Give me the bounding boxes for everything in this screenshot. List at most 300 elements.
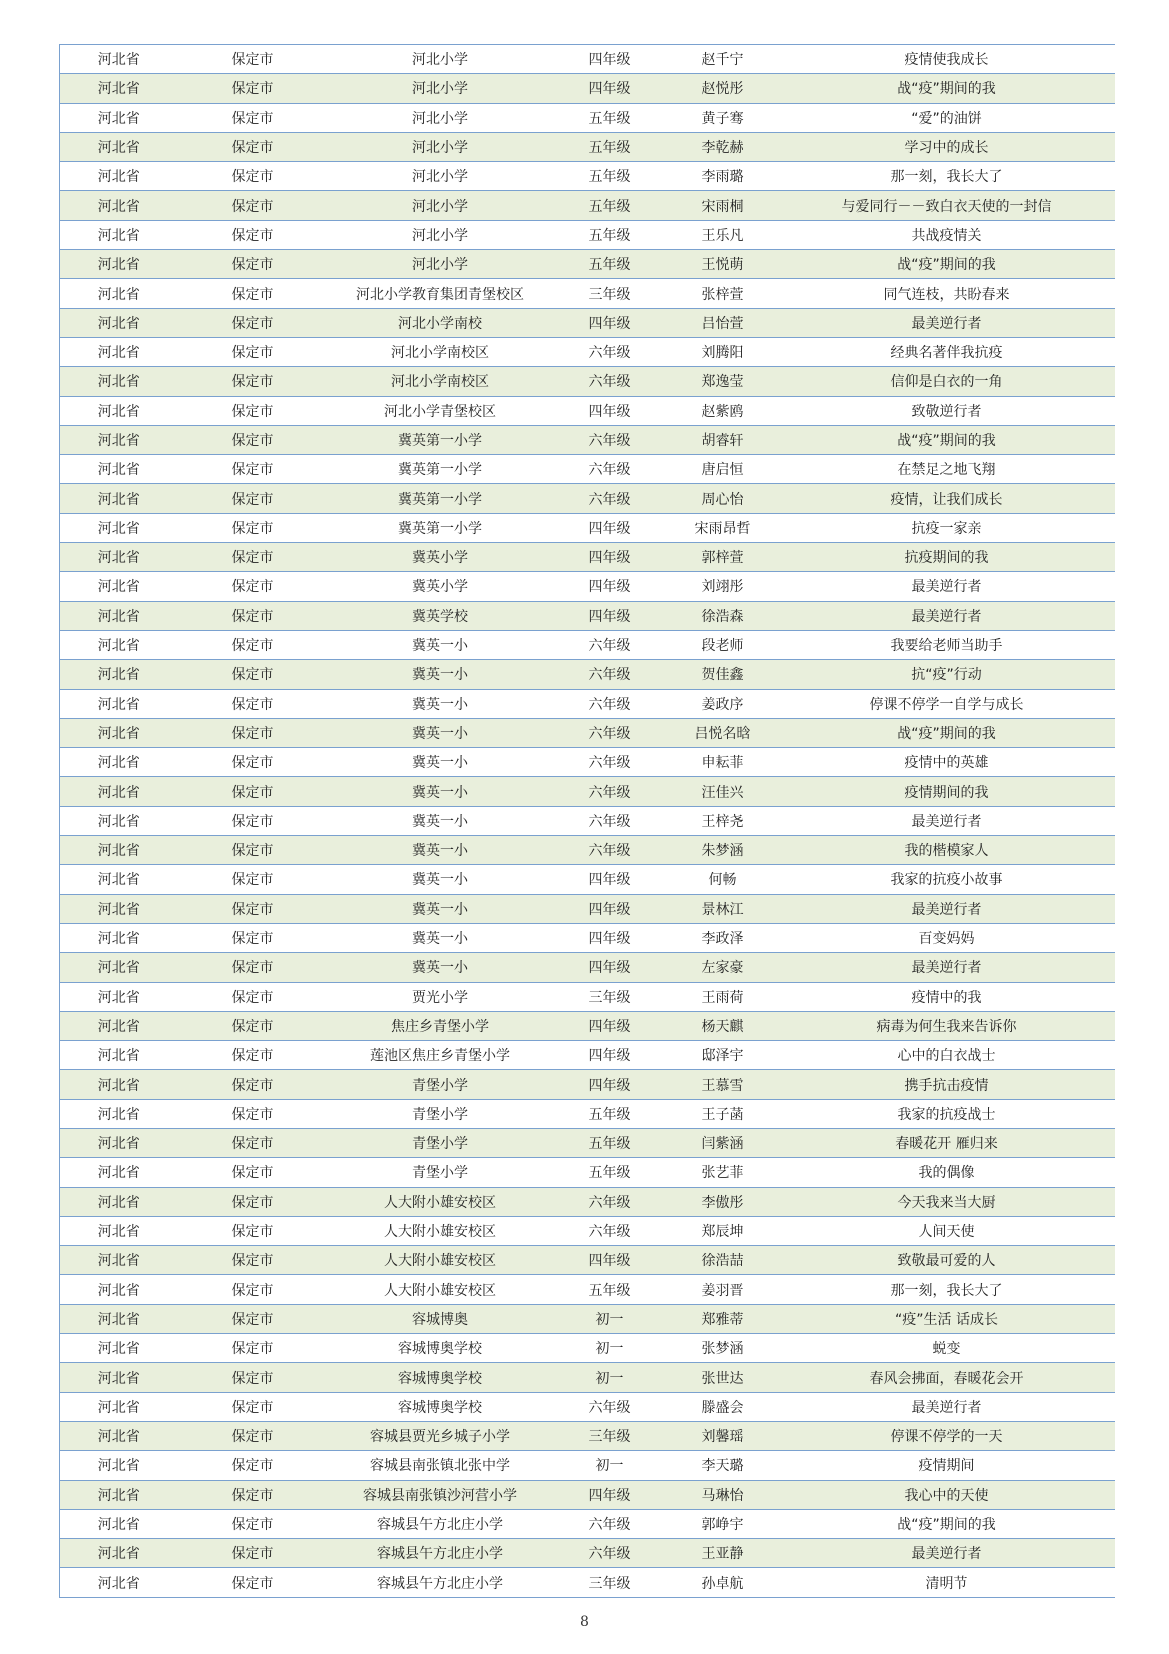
student-name-cell: 段老师 bbox=[667, 630, 779, 659]
city-cell: 保定市 bbox=[178, 1216, 328, 1245]
province-cell: 河北省 bbox=[60, 1216, 178, 1245]
table-row bbox=[60, 279, 1115, 308]
table-row bbox=[60, 718, 1115, 747]
grade-cell: 初一 bbox=[553, 1451, 667, 1480]
student-name-cell: 姜政序 bbox=[667, 689, 779, 718]
essay-title-cell: 最美逆行者 bbox=[779, 894, 1115, 923]
student-name-cell: 王悦萌 bbox=[667, 250, 779, 279]
province-cell: 河北省 bbox=[60, 1392, 178, 1421]
student-name-cell: 胡睿轩 bbox=[667, 425, 779, 454]
student-name-cell: 张梦涵 bbox=[667, 1334, 779, 1363]
city-cell: 保定市 bbox=[178, 748, 328, 777]
school-cell: 河北小学 bbox=[328, 132, 553, 161]
province-cell: 河北省 bbox=[60, 689, 178, 718]
student-name-cell: 贺佳鑫 bbox=[667, 660, 779, 689]
table-row bbox=[60, 425, 1115, 454]
student-name-cell: 申耘菲 bbox=[667, 748, 779, 777]
province-cell: 河北省 bbox=[60, 894, 178, 923]
city-cell: 保定市 bbox=[178, 1275, 328, 1304]
city-cell: 保定市 bbox=[178, 660, 328, 689]
student-name-cell: 汪佳兴 bbox=[667, 777, 779, 806]
city-cell: 保定市 bbox=[178, 337, 328, 366]
table-row bbox=[60, 1158, 1115, 1187]
table-row bbox=[60, 1187, 1115, 1216]
province-cell: 河北省 bbox=[60, 132, 178, 161]
city-cell: 保定市 bbox=[178, 308, 328, 337]
grade-cell: 六年级 bbox=[553, 455, 667, 484]
student-name-cell: 滕盛会 bbox=[667, 1392, 779, 1421]
city-cell: 保定市 bbox=[178, 162, 328, 191]
city-cell: 保定市 bbox=[178, 1304, 328, 1333]
city-cell: 保定市 bbox=[178, 865, 328, 894]
school-cell: 河北小学南校区 bbox=[328, 337, 553, 366]
province-cell: 河北省 bbox=[60, 1070, 178, 1099]
student-name-cell: 李傲彤 bbox=[667, 1187, 779, 1216]
province-cell: 河北省 bbox=[60, 250, 178, 279]
student-name-cell: 李乾赫 bbox=[667, 132, 779, 161]
grade-cell: 六年级 bbox=[553, 1216, 667, 1245]
table-row bbox=[60, 865, 1115, 894]
essay-title-cell: 共战疫情关 bbox=[779, 220, 1115, 249]
school-cell: 青堡小学 bbox=[328, 1070, 553, 1099]
school-cell: 容城博奥学校 bbox=[328, 1363, 553, 1392]
essay-title-cell: “爱”的油饼 bbox=[779, 103, 1115, 132]
grade-cell: 五年级 bbox=[553, 162, 667, 191]
city-cell: 保定市 bbox=[178, 982, 328, 1011]
grade-cell: 初一 bbox=[553, 1304, 667, 1333]
essay-title-cell: 战“疫”期间的我 bbox=[779, 718, 1115, 747]
city-cell: 保定市 bbox=[178, 1334, 328, 1363]
essay-title-cell: 春风会拂面，春暖花会开 bbox=[779, 1363, 1115, 1392]
city-cell: 保定市 bbox=[178, 1070, 328, 1099]
grade-cell: 四年级 bbox=[553, 45, 667, 74]
student-name-cell: 张世达 bbox=[667, 1363, 779, 1392]
essay-title-cell: 疫情期间 bbox=[779, 1451, 1115, 1480]
student-name-cell: 王雨荷 bbox=[667, 982, 779, 1011]
table-row bbox=[60, 1128, 1115, 1157]
grade-cell: 六年级 bbox=[553, 367, 667, 396]
table-row bbox=[60, 1041, 1115, 1070]
grade-cell: 六年级 bbox=[553, 337, 667, 366]
essay-title-cell: 我要给老师当助手 bbox=[779, 630, 1115, 659]
table-row bbox=[60, 923, 1115, 952]
school-cell: 容城县午方北庄小学 bbox=[328, 1568, 553, 1597]
city-cell: 保定市 bbox=[178, 718, 328, 747]
essay-title-cell: 春暖花开 雁归来 bbox=[779, 1128, 1115, 1157]
table-row bbox=[60, 103, 1115, 132]
page-number: 8 bbox=[580, 1614, 589, 1630]
table-row bbox=[60, 1246, 1115, 1275]
essay-title-cell: 人间天使 bbox=[779, 1216, 1115, 1245]
essay-title-cell: 战“疫”期间的我 bbox=[779, 250, 1115, 279]
student-name-cell: 刘馨瑶 bbox=[667, 1421, 779, 1450]
student-name-cell: 邸泽宇 bbox=[667, 1041, 779, 1070]
school-cell: 冀英一小 bbox=[328, 777, 553, 806]
table-row bbox=[60, 1304, 1115, 1333]
city-cell: 保定市 bbox=[178, 250, 328, 279]
grade-cell: 四年级 bbox=[553, 1480, 667, 1509]
grade-cell: 五年级 bbox=[553, 1275, 667, 1304]
province-cell: 河北省 bbox=[60, 279, 178, 308]
table-row bbox=[60, 1216, 1115, 1245]
grade-cell: 三年级 bbox=[553, 982, 667, 1011]
student-name-cell: 王子菡 bbox=[667, 1099, 779, 1128]
province-cell: 河北省 bbox=[60, 1011, 178, 1040]
province-cell: 河北省 bbox=[60, 1158, 178, 1187]
city-cell: 保定市 bbox=[178, 220, 328, 249]
essay-title-cell: 百变妈妈 bbox=[779, 923, 1115, 952]
grade-cell: 四年级 bbox=[553, 1246, 667, 1275]
province-cell: 河北省 bbox=[60, 601, 178, 630]
school-cell: 河北小学 bbox=[328, 191, 553, 220]
school-cell: 冀英一小 bbox=[328, 718, 553, 747]
school-cell: 容城博奥 bbox=[328, 1304, 553, 1333]
school-cell: 河北小学 bbox=[328, 250, 553, 279]
essay-title-cell: 疫情中的英雄 bbox=[779, 748, 1115, 777]
table-row bbox=[60, 1011, 1115, 1040]
essay-title-cell: 我的偶像 bbox=[779, 1158, 1115, 1187]
student-name-cell: 李政泽 bbox=[667, 923, 779, 952]
grade-cell: 六年级 bbox=[553, 836, 667, 865]
school-cell: 容城县午方北庄小学 bbox=[328, 1539, 553, 1568]
table-row bbox=[60, 1539, 1115, 1568]
essay-title-cell: 今天我来当大厨 bbox=[779, 1187, 1115, 1216]
table-row bbox=[60, 74, 1115, 103]
grade-cell: 四年级 bbox=[553, 923, 667, 952]
city-cell: 保定市 bbox=[178, 689, 328, 718]
city-cell: 保定市 bbox=[178, 1011, 328, 1040]
school-cell: 冀英学校 bbox=[328, 601, 553, 630]
student-name-cell: 朱梦涵 bbox=[667, 836, 779, 865]
table-row bbox=[60, 836, 1115, 865]
grade-cell: 六年级 bbox=[553, 1539, 667, 1568]
student-name-cell: 郑逸莹 bbox=[667, 367, 779, 396]
grade-cell: 六年级 bbox=[553, 689, 667, 718]
essay-title-cell: 信仰是白衣的一角 bbox=[779, 367, 1115, 396]
province-cell: 河北省 bbox=[60, 1451, 178, 1480]
essay-title-cell: 疫情中的我 bbox=[779, 982, 1115, 1011]
student-name-cell: 闫紫涵 bbox=[667, 1128, 779, 1157]
grade-cell: 六年级 bbox=[553, 748, 667, 777]
table-row bbox=[60, 1275, 1115, 1304]
grade-cell: 四年级 bbox=[553, 572, 667, 601]
table-row bbox=[60, 630, 1115, 659]
student-name-cell: 宋雨桐 bbox=[667, 191, 779, 220]
essay-title-cell: 最美逆行者 bbox=[779, 1539, 1115, 1568]
grade-cell: 三年级 bbox=[553, 1568, 667, 1597]
essay-title-cell: 那一刻，我长大了 bbox=[779, 1275, 1115, 1304]
school-cell: 容城县南张镇沙河营小学 bbox=[328, 1480, 553, 1509]
essay-title-cell: 我家的抗疫小故事 bbox=[779, 865, 1115, 894]
school-cell: 河北小学 bbox=[328, 162, 553, 191]
city-cell: 保定市 bbox=[178, 543, 328, 572]
school-cell: 冀英小学 bbox=[328, 543, 553, 572]
student-name-cell: 何畅 bbox=[667, 865, 779, 894]
student-name-cell: 姜羽晋 bbox=[667, 1275, 779, 1304]
grade-cell: 六年级 bbox=[553, 1392, 667, 1421]
province-cell: 河北省 bbox=[60, 337, 178, 366]
grade-cell: 五年级 bbox=[553, 220, 667, 249]
city-cell: 保定市 bbox=[178, 513, 328, 542]
table-row bbox=[60, 1451, 1115, 1480]
province-cell: 河北省 bbox=[60, 367, 178, 396]
city-cell: 保定市 bbox=[178, 630, 328, 659]
province-cell: 河北省 bbox=[60, 1275, 178, 1304]
student-name-cell: 赵紫鸥 bbox=[667, 396, 779, 425]
essay-title-cell: 疫情，让我们成长 bbox=[779, 484, 1115, 513]
grade-cell: 四年级 bbox=[553, 1011, 667, 1040]
province-cell: 河北省 bbox=[60, 425, 178, 454]
province-cell: 河北省 bbox=[60, 777, 178, 806]
table-row bbox=[60, 1363, 1115, 1392]
province-cell: 河北省 bbox=[60, 162, 178, 191]
school-cell: 人大附小雄安校区 bbox=[328, 1216, 553, 1245]
city-cell: 保定市 bbox=[178, 572, 328, 601]
essay-title-cell: 最美逆行者 bbox=[779, 601, 1115, 630]
grade-cell: 四年级 bbox=[553, 894, 667, 923]
province-cell: 河北省 bbox=[60, 220, 178, 249]
essay-title-cell: 我心中的天使 bbox=[779, 1480, 1115, 1509]
grade-cell: 六年级 bbox=[553, 777, 667, 806]
table-row bbox=[60, 162, 1115, 191]
essay-title-cell: 清明节 bbox=[779, 1568, 1115, 1597]
essay-title-cell: 那一刻，我长大了 bbox=[779, 162, 1115, 191]
grade-cell: 四年级 bbox=[553, 1041, 667, 1070]
essay-title-cell: 抗疫期间的我 bbox=[779, 543, 1115, 572]
city-cell: 保定市 bbox=[178, 1392, 328, 1421]
province-cell: 河北省 bbox=[60, 865, 178, 894]
province-cell: 河北省 bbox=[60, 572, 178, 601]
province-cell: 河北省 bbox=[60, 1304, 178, 1333]
student-name-cell: 李天璐 bbox=[667, 1451, 779, 1480]
city-cell: 保定市 bbox=[178, 1128, 328, 1157]
province-cell: 河北省 bbox=[60, 45, 178, 74]
essay-title-cell: 最美逆行者 bbox=[779, 806, 1115, 835]
student-name-cell: 李雨璐 bbox=[667, 162, 779, 191]
city-cell: 保定市 bbox=[178, 74, 328, 103]
school-cell: 容城县午方北庄小学 bbox=[328, 1509, 553, 1538]
table-row bbox=[60, 250, 1115, 279]
student-name-cell: 郭梓萱 bbox=[667, 543, 779, 572]
province-cell: 河北省 bbox=[60, 308, 178, 337]
school-cell: 河北小学南校区 bbox=[328, 367, 553, 396]
table-row bbox=[60, 484, 1115, 513]
school-cell: 冀英一小 bbox=[328, 923, 553, 952]
table-row bbox=[60, 45, 1115, 74]
city-cell: 保定市 bbox=[178, 103, 328, 132]
province-cell: 河北省 bbox=[60, 396, 178, 425]
grade-cell: 四年级 bbox=[553, 308, 667, 337]
school-cell: 冀英第一小学 bbox=[328, 513, 553, 542]
table-row bbox=[60, 220, 1115, 249]
school-cell: 青堡小学 bbox=[328, 1099, 553, 1128]
city-cell: 保定市 bbox=[178, 1363, 328, 1392]
school-cell: 容城县南张镇北张中学 bbox=[328, 1451, 553, 1480]
province-cell: 河北省 bbox=[60, 923, 178, 952]
essay-title-cell: 我的楷模家人 bbox=[779, 836, 1115, 865]
school-cell: 河北小学青堡校区 bbox=[328, 396, 553, 425]
essay-title-cell: 最美逆行者 bbox=[779, 1392, 1115, 1421]
grade-cell: 六年级 bbox=[553, 1187, 667, 1216]
city-cell: 保定市 bbox=[178, 1421, 328, 1450]
grade-cell: 五年级 bbox=[553, 191, 667, 220]
student-name-cell: 吕悦名晗 bbox=[667, 718, 779, 747]
table-row bbox=[60, 191, 1115, 220]
city-cell: 保定市 bbox=[178, 601, 328, 630]
table-row bbox=[60, 396, 1115, 425]
province-cell: 河北省 bbox=[60, 103, 178, 132]
school-cell: 冀英一小 bbox=[328, 865, 553, 894]
province-cell: 河北省 bbox=[60, 1099, 178, 1128]
province-cell: 河北省 bbox=[60, 74, 178, 103]
city-cell: 保定市 bbox=[178, 1568, 328, 1597]
student-name-cell: 景林江 bbox=[667, 894, 779, 923]
table-row bbox=[60, 1070, 1115, 1099]
grade-cell: 初一 bbox=[553, 1334, 667, 1363]
city-cell: 保定市 bbox=[178, 953, 328, 982]
table-row bbox=[60, 513, 1115, 542]
student-name-cell: 郑辰坤 bbox=[667, 1216, 779, 1245]
province-cell: 河北省 bbox=[60, 1246, 178, 1275]
province-cell: 河北省 bbox=[60, 718, 178, 747]
essay-title-cell: “疫”生活 话成长 bbox=[779, 1304, 1115, 1333]
grade-cell: 五年级 bbox=[553, 1128, 667, 1157]
school-cell: 冀英一小 bbox=[328, 748, 553, 777]
student-name-cell: 杨天麒 bbox=[667, 1011, 779, 1040]
essay-title-cell: 战“疫”期间的我 bbox=[779, 425, 1115, 454]
student-name-cell: 张艺菲 bbox=[667, 1158, 779, 1187]
student-name-cell: 王亚静 bbox=[667, 1539, 779, 1568]
essay-title-cell: 病毒为何生我来告诉你 bbox=[779, 1011, 1115, 1040]
essay-title-cell: 同气连枝，共盼春来 bbox=[779, 279, 1115, 308]
essay-title-cell: 停课不停学一自学与成长 bbox=[779, 689, 1115, 718]
essay-title-cell: 我家的抗疫战士 bbox=[779, 1099, 1115, 1128]
grade-cell: 六年级 bbox=[553, 630, 667, 659]
city-cell: 保定市 bbox=[178, 132, 328, 161]
student-name-cell: 刘腾阳 bbox=[667, 337, 779, 366]
grade-cell: 三年级 bbox=[553, 1421, 667, 1450]
student-name-cell: 王慕雪 bbox=[667, 1070, 779, 1099]
essay-title-cell: 战“疫”期间的我 bbox=[779, 74, 1115, 103]
table-row bbox=[60, 601, 1115, 630]
province-cell: 河北省 bbox=[60, 982, 178, 1011]
city-cell: 保定市 bbox=[178, 836, 328, 865]
school-cell: 冀英一小 bbox=[328, 836, 553, 865]
grade-cell: 初一 bbox=[553, 1363, 667, 1392]
school-cell: 冀英小学 bbox=[328, 572, 553, 601]
school-cell: 焦庄乡青堡小学 bbox=[328, 1011, 553, 1040]
table-body bbox=[60, 45, 1115, 1598]
grade-cell: 六年级 bbox=[553, 660, 667, 689]
table-row bbox=[60, 1334, 1115, 1363]
school-cell: 冀英一小 bbox=[328, 806, 553, 835]
grade-cell: 四年级 bbox=[553, 543, 667, 572]
school-cell: 河北小学 bbox=[328, 45, 553, 74]
table-row bbox=[60, 1568, 1115, 1597]
city-cell: 保定市 bbox=[178, 1099, 328, 1128]
province-cell: 河北省 bbox=[60, 513, 178, 542]
school-cell: 河北小学 bbox=[328, 103, 553, 132]
school-cell: 青堡小学 bbox=[328, 1158, 553, 1187]
province-cell: 河北省 bbox=[60, 953, 178, 982]
school-cell: 冀英第一小学 bbox=[328, 425, 553, 454]
province-cell: 河北省 bbox=[60, 1187, 178, 1216]
province-cell: 河北省 bbox=[60, 1568, 178, 1597]
student-name-cell: 左家豪 bbox=[667, 953, 779, 982]
city-cell: 保定市 bbox=[178, 806, 328, 835]
student-name-cell: 马琳怡 bbox=[667, 1480, 779, 1509]
school-cell: 河北小学南校 bbox=[328, 308, 553, 337]
student-name-cell: 徐浩喆 bbox=[667, 1246, 779, 1275]
student-name-cell: 郭峥宇 bbox=[667, 1509, 779, 1538]
grade-cell: 四年级 bbox=[553, 74, 667, 103]
province-cell: 河北省 bbox=[60, 1480, 178, 1509]
table-row bbox=[60, 1509, 1115, 1538]
city-cell: 保定市 bbox=[178, 894, 328, 923]
city-cell: 保定市 bbox=[178, 455, 328, 484]
city-cell: 保定市 bbox=[178, 1187, 328, 1216]
school-cell: 贾光小学 bbox=[328, 982, 553, 1011]
table-row bbox=[60, 337, 1115, 366]
city-cell: 保定市 bbox=[178, 1509, 328, 1538]
student-name-cell: 王梓尧 bbox=[667, 806, 779, 835]
city-cell: 保定市 bbox=[178, 45, 328, 74]
school-cell: 人大附小雄安校区 bbox=[328, 1246, 553, 1275]
table-row bbox=[60, 894, 1115, 923]
student-name-cell: 吕怡萱 bbox=[667, 308, 779, 337]
student-name-cell: 赵悦彤 bbox=[667, 74, 779, 103]
city-cell: 保定市 bbox=[178, 191, 328, 220]
grade-cell: 五年级 bbox=[553, 250, 667, 279]
province-cell: 河北省 bbox=[60, 543, 178, 572]
city-cell: 保定市 bbox=[178, 1041, 328, 1070]
table-row bbox=[60, 689, 1115, 718]
province-cell: 河北省 bbox=[60, 806, 178, 835]
province-cell: 河北省 bbox=[60, 1363, 178, 1392]
city-cell: 保定市 bbox=[178, 396, 328, 425]
school-cell: 冀英第一小学 bbox=[328, 455, 553, 484]
table-row bbox=[60, 982, 1115, 1011]
school-cell: 容城县贾光乡城子小学 bbox=[328, 1421, 553, 1450]
province-cell: 河北省 bbox=[60, 660, 178, 689]
grade-cell: 四年级 bbox=[553, 396, 667, 425]
essay-title-cell: 抗“疫”行动 bbox=[779, 660, 1115, 689]
school-cell: 容城博奥学校 bbox=[328, 1392, 553, 1421]
student-name-cell: 徐浩森 bbox=[667, 601, 779, 630]
essay-title-cell: 最美逆行者 bbox=[779, 572, 1115, 601]
essay-title-cell: 战“疫”期间的我 bbox=[779, 1509, 1115, 1538]
school-cell: 容城博奥学校 bbox=[328, 1334, 553, 1363]
essay-title-cell: 最美逆行者 bbox=[779, 308, 1115, 337]
province-cell: 河北省 bbox=[60, 630, 178, 659]
school-cell: 河北小学 bbox=[328, 74, 553, 103]
city-cell: 保定市 bbox=[178, 484, 328, 513]
school-cell: 河北小学 bbox=[328, 220, 553, 249]
essay-title-cell: 疫情使我成长 bbox=[779, 45, 1115, 74]
table-row bbox=[60, 572, 1115, 601]
grade-cell: 五年级 bbox=[553, 1158, 667, 1187]
grade-cell: 六年级 bbox=[553, 484, 667, 513]
table-row bbox=[60, 660, 1115, 689]
table-row bbox=[60, 132, 1115, 161]
school-cell: 冀英一小 bbox=[328, 953, 553, 982]
student-name-cell: 王乐凡 bbox=[667, 220, 779, 249]
student-name-cell: 周心怡 bbox=[667, 484, 779, 513]
essay-title-cell: 在禁足之地飞翔 bbox=[779, 455, 1115, 484]
grade-cell: 六年级 bbox=[553, 425, 667, 454]
city-cell: 保定市 bbox=[178, 1480, 328, 1509]
student-name-cell: 黄子骞 bbox=[667, 103, 779, 132]
